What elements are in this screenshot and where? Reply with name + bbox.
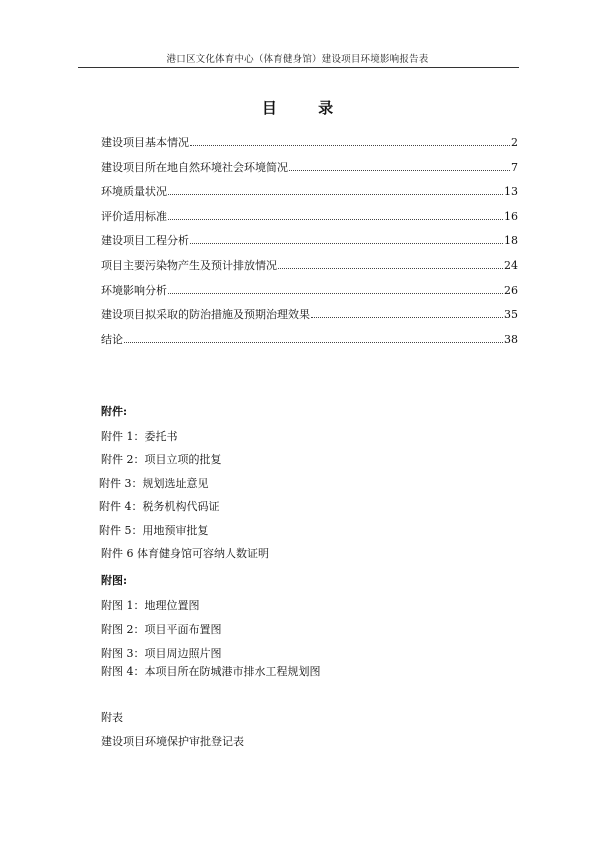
- toc-dot-leader: [168, 293, 503, 294]
- toc-dot-leader: [311, 317, 503, 318]
- attachment-item: 附件 4：税务机构代码证: [99, 500, 220, 514]
- toc-entry-label: 项目主要污染物产生及预计排放情况: [101, 258, 277, 272]
- toc-entry-label: 环境影响分析: [101, 283, 167, 297]
- figure-item: 附图 1：地理位置图: [101, 599, 200, 612]
- attachment-item: 附件 6 体育健身馆可容纳人数证明: [101, 547, 269, 561]
- toc-entry-page: 18: [504, 234, 518, 248]
- toc-entry-label: 评价适用标准: [101, 209, 167, 223]
- toc-dot-leader: [168, 194, 503, 195]
- toc-entry[interactable]: [101, 279, 518, 304]
- attachment-item: 附件 3：规划选址意见: [99, 476, 209, 490]
- toc-entry[interactable]: [101, 205, 518, 230]
- toc-entry[interactable]: [101, 131, 518, 156]
- toc-title: 目 录: [261, 99, 352, 117]
- toc-entry-label: 建设项目所在地自然环境社会环境简况: [101, 160, 288, 174]
- header-rule: [78, 67, 519, 68]
- running-header: 港口区文化体育中心（体育健身馆）建设项目环境影响报告表: [166, 54, 429, 65]
- toc-dot-leader: [289, 170, 510, 171]
- figure-item: 附图 4：本项目所在防城港市排水工程规划图: [101, 665, 321, 678]
- toc-entry-page: 7: [511, 160, 518, 174]
- toc-entry-label: 建设项目工程分析: [101, 234, 189, 248]
- toc-entry-page: 2: [511, 136, 518, 149]
- toc-entry[interactable]: [101, 229, 518, 254]
- figures-list: [101, 594, 321, 680]
- toc-dot-leader: [190, 145, 510, 146]
- toc-entry[interactable]: [101, 303, 518, 328]
- tables-heading: 附表: [101, 711, 123, 724]
- toc-dot-leader: [168, 219, 503, 220]
- toc-entry-page: 13: [504, 185, 518, 199]
- toc-dot-leader: [278, 268, 503, 269]
- toc-entry-label: 建设项目基本情况: [101, 136, 189, 149]
- attachments-heading: 附件:: [101, 405, 128, 418]
- attachments-list: [101, 425, 269, 565]
- toc-entry-page: 16: [504, 209, 518, 223]
- toc-entry[interactable]: [101, 180, 518, 205]
- toc-entry[interactable]: [101, 156, 518, 181]
- attachment-item: 附件 2：项目立项的批复: [101, 453, 222, 467]
- toc-entry-page: 24: [504, 258, 518, 272]
- toc-dot-leader: [124, 342, 503, 343]
- toc-entry-label: 建设项目拟采取的防治措施及预期治理效果: [101, 308, 310, 322]
- toc-entry-page: 26: [504, 283, 518, 297]
- toc-entry[interactable]: [101, 254, 518, 279]
- table-of-contents: [101, 131, 518, 352]
- attachment-item: 附件 5：用地预审批复: [99, 523, 209, 537]
- toc-entry[interactable]: [101, 328, 518, 353]
- figures-heading: 附图:: [101, 574, 128, 587]
- toc-entry-page: 35: [504, 308, 518, 322]
- figure-item: 附图 3：项目周边照片图: [101, 647, 222, 660]
- toc-entry-label: 结论: [101, 332, 123, 346]
- attachment-item: 附件 1：委托书: [101, 430, 178, 443]
- toc-entry-page: 38: [504, 332, 518, 346]
- toc-dot-leader: [190, 243, 503, 244]
- figure-item: 附图 2：项目平面布置图: [101, 622, 222, 636]
- toc-entry-label: 环境质量状况: [101, 185, 167, 199]
- table-item: 建设项目环境保护审批登记表: [101, 735, 244, 748]
